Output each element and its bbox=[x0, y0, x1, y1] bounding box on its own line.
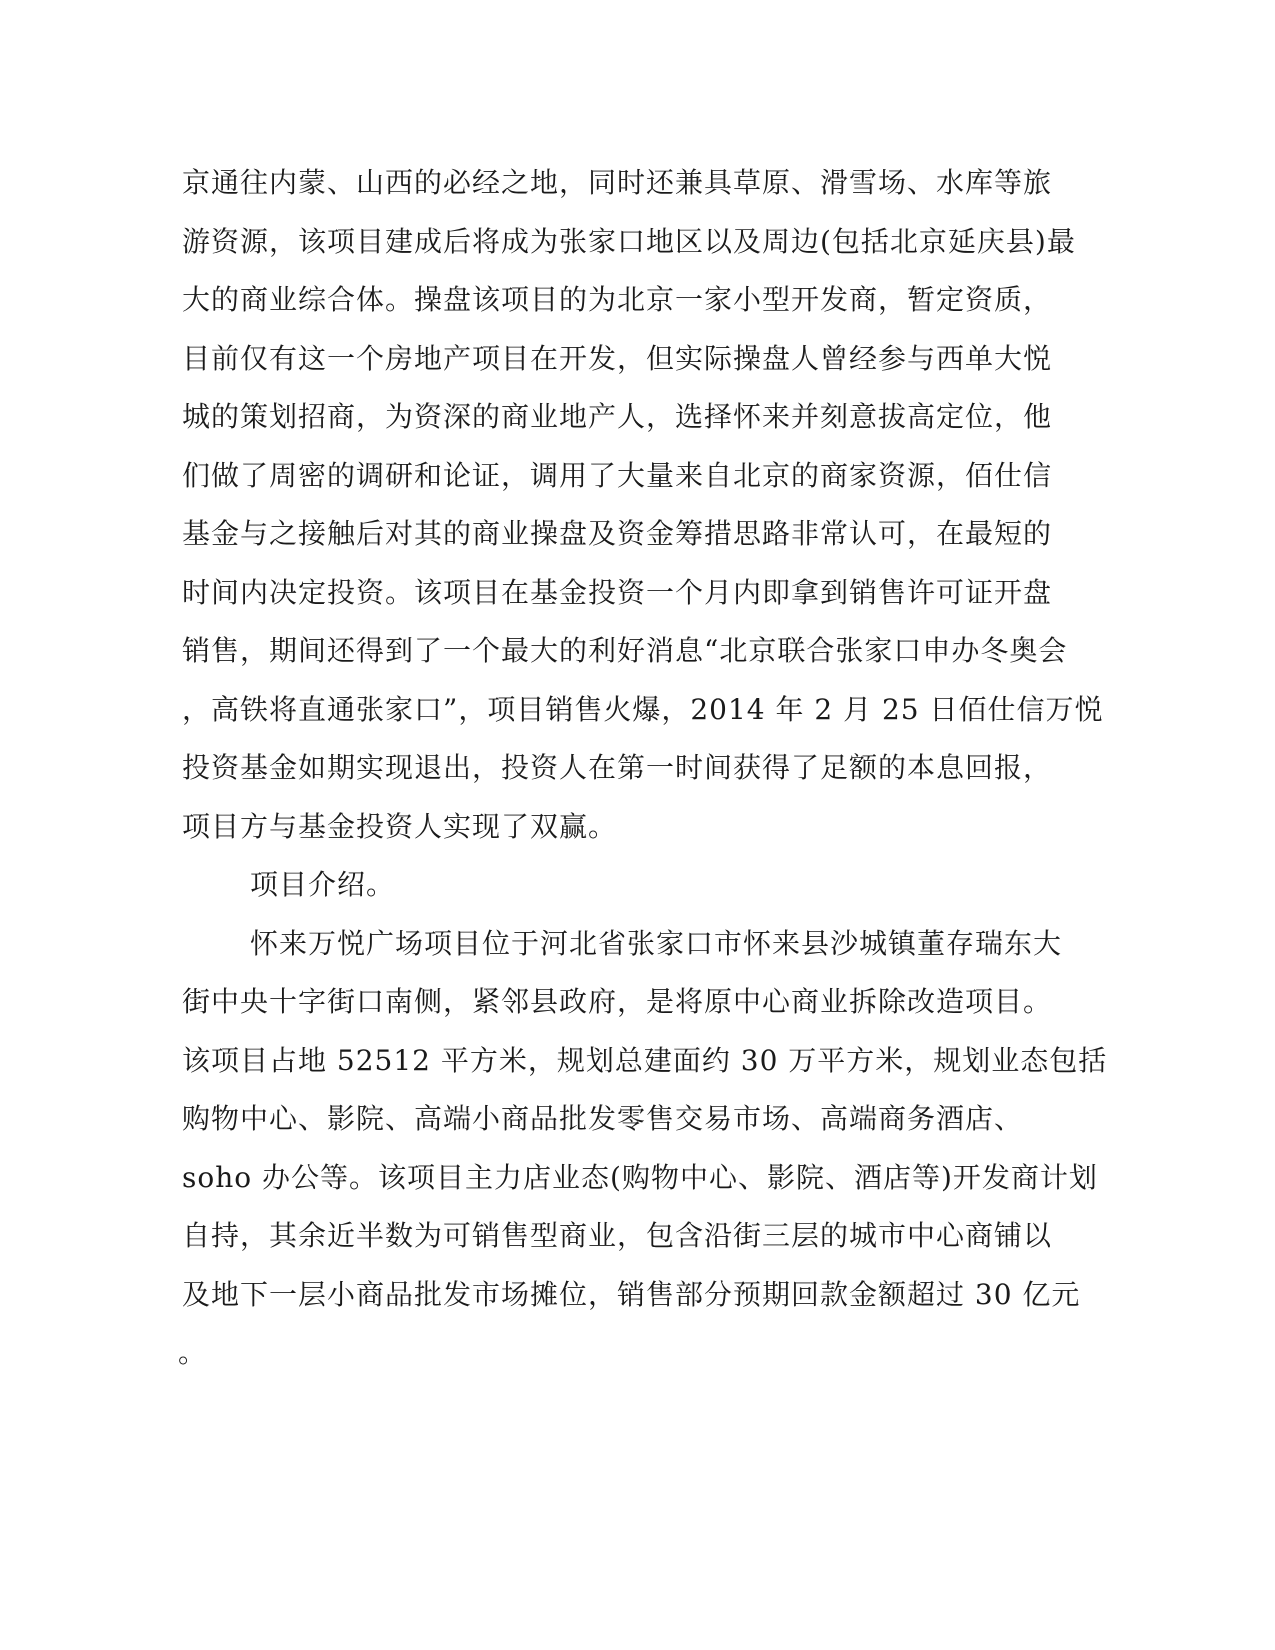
text-line: 城的策划招商，为资深的商业地产人，选择怀来并刻意拔高定位，他 bbox=[182, 400, 1053, 433]
text-line: 们做了周密的调研和论证，调用了大量来自北京的商家资源，佰仕信 bbox=[182, 459, 1053, 492]
text-line: 街中央十字街口南侧，紧邻县政府，是将原中心商业拆除改造项目。 bbox=[182, 985, 1053, 1018]
text-line: 目前仅有这一个房地产项目在开发，但实际操盘人曾经参与西单大悦 bbox=[182, 342, 1053, 375]
text-line: 投资基金如期实现退出，投资人在第一时间获得了足额的本息回报， bbox=[182, 751, 1053, 784]
text-line: ，高铁将直通张家口”，项目销售火爆，2014 年 2 月 25 日佰仕信万悦 bbox=[182, 693, 1104, 726]
text-line: 销售，期间还得到了一个最大的利好消息“北京联合张家口申办冬奥会 bbox=[182, 634, 1068, 667]
section-heading: 项目介绍。 bbox=[250, 868, 396, 901]
text-line: 时间内决定投资。该项目在基金投资一个月内即拿到销售许可证开盘 bbox=[182, 576, 1053, 609]
text-line: 该项目占地 52512 平方米，规划总建面约 30 万平方米，规划业态包括 bbox=[182, 1044, 1108, 1077]
text-line: soho 办公等。该项目主力店业态(购物中心、影院、酒店等)开发商计划 bbox=[182, 1161, 1098, 1194]
text-line: 基金与之接触后对其的商业操盘及资金筹措思路非常认可，在最短的 bbox=[182, 517, 1053, 550]
text-line: 。 bbox=[178, 1336, 208, 1369]
text-line: 京通往内蒙、山西的必经之地，同时还兼具草原、滑雪场、水库等旅 bbox=[182, 166, 1053, 199]
text-line: 怀来万悦广场项目位于河北省张家口市怀来县沙城镇董存瑞东大 bbox=[250, 927, 1063, 960]
text-line: 游资源，该项目建成后将成为张家口地区以及周边(包括北京延庆县)最 bbox=[182, 225, 1076, 258]
text-line: 大的商业综合体。操盘该项目的为北京一家小型开发商，暂定资质， bbox=[182, 283, 1053, 316]
text-line: 及地下一层小商品批发市场摊位，销售部分预期回款金额超过 30 亿元 bbox=[182, 1278, 1081, 1311]
text-line: 项目方与基金投资人实现了双赢。 bbox=[182, 810, 618, 843]
text-line: 自持，其余近半数为可销售型商业，包含沿街三层的城市中心商铺以 bbox=[182, 1219, 1053, 1252]
text-line: 购物中心、影院、高端小商品批发零售交易市场、高端商务酒店、 bbox=[182, 1102, 1024, 1135]
